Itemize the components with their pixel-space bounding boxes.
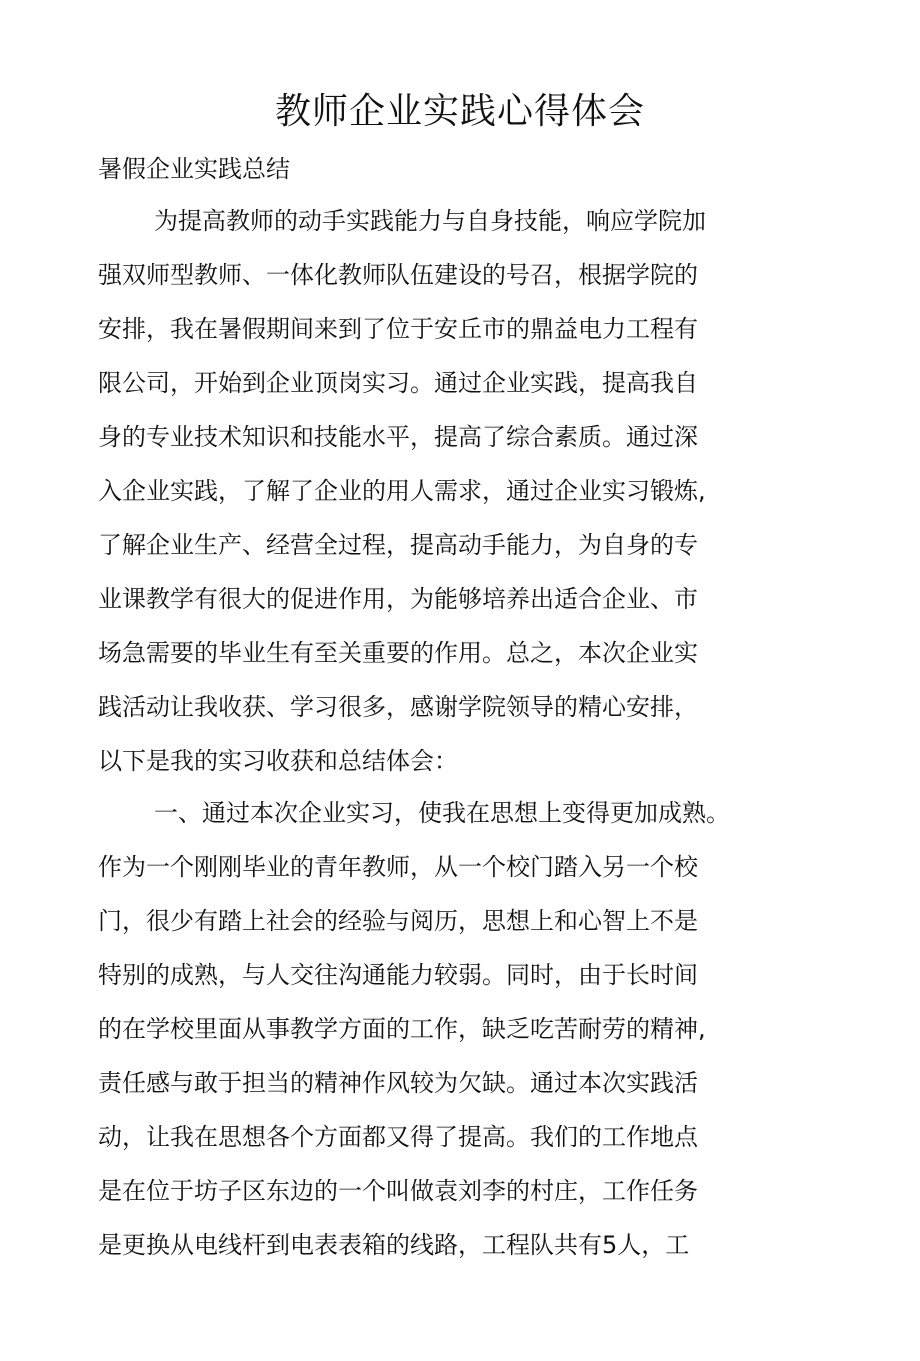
paragraph-line: 特别的成熟，与人交往沟通能力较弱。同时，由于长时间 [98, 961, 698, 989]
paragraph-line: 门，很少有踏上社会的经验与阅历，思想上和心智上不是 [98, 907, 698, 935]
paragraph-line: 动，让我在思想各个方面都又得了提高。我们的工作地点 [98, 1123, 698, 1151]
paragraph-line: 强双师型教师、一体化教师队伍建设的号召，根据学院的 [98, 261, 698, 289]
paragraph-line: 身的专业技术知识和技能水平，提高了综合素质。通过深 [98, 423, 698, 451]
paragraph-line: 业课教学有很大的促进作用，为能够培养出适合企业、市 [98, 585, 698, 613]
paragraph-line: 限公司，开始到企业顶岗实习。通过企业实践，提高我自 [98, 369, 698, 397]
paragraph-line: 入企业实践，了解了企业的用人需求，通过企业实习锻炼, [98, 477, 706, 505]
document-subtitle: 暑假企业实践总结 [98, 155, 290, 183]
paragraph-line: 以下是我的实习收获和总结体会： [98, 747, 458, 775]
paragraph-line: 了解企业生产、经营全过程，提高动手能力，为自身的专 [98, 531, 698, 559]
paragraph-line: 是在位于坊子区东边的一个叫做袁刘李的村庄，工作任务 [98, 1177, 698, 1205]
paragraph-line: 安排，我在暑假期间来到了位于安丘市的鼎益电力工程有 [98, 315, 698, 343]
paragraph-line: 一、通过本次企业实习，使我在思想上变得更加成熟。 [154, 799, 730, 827]
paragraph-line: 责任感与敢于担当的精神作风较为欠缺。通过本次实践活 [98, 1069, 698, 1097]
paragraph-line: 践活动让我收获、学习很多，感谢学院领导的精心安排， [98, 693, 698, 721]
document-title: 教师企业实践心得体会 [274, 91, 645, 132]
paragraph-line: 场急需要的毕业生有至关重要的作用。总之，本次企业实 [98, 639, 698, 667]
paragraph-line: 为提高教师的动手实践能力与自身技能，响应学院加 [154, 207, 706, 235]
paragraph-line: 是更换从电线杆到电表表箱的线路，工程队共有5人，工 [98, 1231, 690, 1259]
paragraph-line: 的在学校里面从事教学方面的工作，缺乏吃苦耐劳的精神, [98, 1015, 706, 1043]
paragraph-line: 作为一个刚刚毕业的青年教师，从一个校门踏入另一个校 [98, 853, 698, 881]
